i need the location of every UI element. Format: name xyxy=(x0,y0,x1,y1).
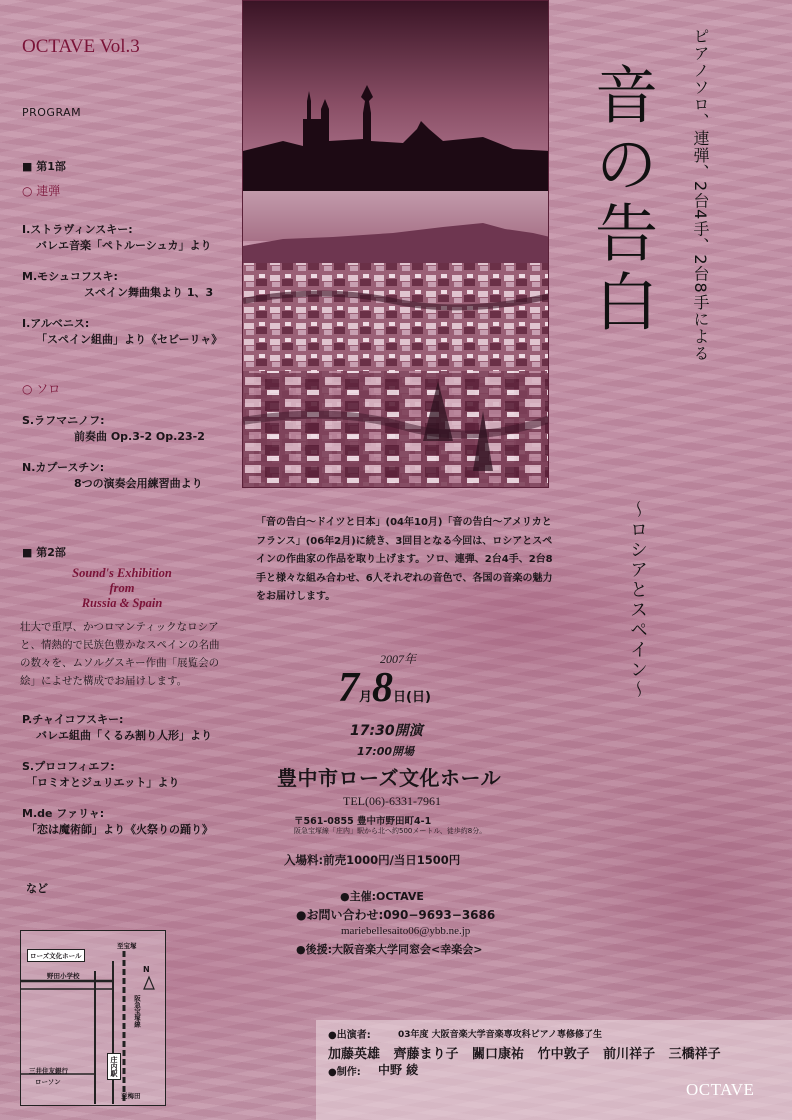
subtitle-vertical: ピアノソロ、連弾、2台4手、2台8手による xyxy=(691,28,710,362)
day-unit: 日 xyxy=(393,690,407,705)
program-item xyxy=(22,413,242,445)
contact-email: mariebellesaito06@ybb.ne.jp xyxy=(341,925,471,937)
city-photo-image xyxy=(243,1,549,488)
admission-fee: 入場料:前売1000円/当日1500円 xyxy=(284,853,461,867)
map-bank-label: 三井住友銀行 xyxy=(29,1067,68,1075)
program-item xyxy=(22,316,242,348)
venue-tel: TEL(06)-6331-7961 xyxy=(343,794,441,808)
piece: スペイン舞曲集より 1、3 xyxy=(84,286,214,299)
event-weekday: (日) xyxy=(406,690,431,705)
main-title: 音の告白 xyxy=(585,62,658,338)
map-school-label: 野田小学校 xyxy=(47,972,80,980)
piece: 「ロミオとジュリエット」より xyxy=(26,776,180,789)
production-label: ●制作: xyxy=(328,1067,361,1078)
program-item xyxy=(22,460,242,492)
intro-text: 「音の告白〜ドイツと日本」(04年10月)「音の告白〜アメリカとフランス」(06年2月)に続き、3回目となる今回は、ロシアとスペインの作曲家の作品を取り上げます。ソロ、連弾、2台4手、2台8手と様々な組み合わせ、6人それぞれの音色で、各国の音楽の魅力をお届けします。 xyxy=(256,517,553,602)
composer: S.ラフマニノフ: xyxy=(22,414,105,427)
map-hall-label: ローズ文化ホール xyxy=(27,949,85,962)
organizer: ●主催:OCTAVE xyxy=(340,890,424,903)
program-item xyxy=(22,759,252,791)
program-item xyxy=(22,222,242,254)
event-day: 8 xyxy=(372,665,394,711)
open-time: 17:00開場 xyxy=(357,745,415,758)
piece: 「スペイン組曲」より《セビーリャ》 xyxy=(36,333,223,346)
piece: バレエ音楽「ペトルーシュカ」より xyxy=(36,239,212,252)
venue-access: 阪急宝塚線「庄内」駅から北へ約500メートル、徒歩約8分。 xyxy=(294,827,487,835)
map-station-label: 庄内駅 xyxy=(107,1053,121,1080)
part2-description: 壮大で重厚、かつロマンティックなロシアと、情熱的で民族色豊かなスペインの名曲の数々を、ムソルグスキー作曲「展覧会の絵」によせた構成でお届けします。 xyxy=(20,621,220,687)
venue-address: 〒561-0855 豊中市野田町4-1 xyxy=(294,816,432,827)
map-line-label: 阪急宝塚線 xyxy=(133,995,141,1028)
event-month: 7 xyxy=(338,665,359,711)
event-series-title: OCTAVE Vol.3 xyxy=(22,36,140,57)
start-time: 17:30開演 xyxy=(350,723,423,739)
part1-heading: ■ 第1部 xyxy=(22,160,66,173)
program-item xyxy=(22,269,242,301)
theme-subtitle: 〜ロシアとスペイン〜 xyxy=(627,500,648,700)
part2-title-line: from xyxy=(109,581,135,595)
event-year: 2007年 xyxy=(380,652,417,666)
part2-title-line: Russia & Spain xyxy=(81,596,163,610)
map-north-label: N xyxy=(143,965,150,974)
map-convenience-label: ローソン xyxy=(35,1078,61,1086)
sponsor: ●後援:大阪音楽大学同窓会<幸楽会> xyxy=(296,943,483,956)
program-item xyxy=(22,712,252,744)
part2-title-line: Sound's Exhibition xyxy=(72,566,172,580)
footer-brand: OCTAVE xyxy=(686,1080,755,1099)
production-name: 中野 綾 xyxy=(378,1063,419,1077)
month-unit: 月 xyxy=(359,690,373,705)
piece: バレエ組曲「くるみ割り人形」より xyxy=(36,729,212,742)
composer: S.プロコフィエフ: xyxy=(22,760,115,773)
etc-label: など xyxy=(26,882,48,895)
program-label: PROGRAM xyxy=(22,106,82,119)
solo-label: ○ ソロ xyxy=(22,382,61,396)
performers-note: 03年度 大阪音楽大学音楽専攻科ピアノ専修修了生 xyxy=(398,1030,602,1040)
event-date xyxy=(338,664,431,712)
program-item xyxy=(22,806,252,838)
part2-title xyxy=(22,566,222,611)
inquiry-phone: ●お問い合わせ:090−9693−3686 xyxy=(296,908,496,922)
map-to-umeda: 至梅田 xyxy=(121,1092,141,1100)
piece: 8つの演奏会用練習曲より xyxy=(74,477,203,490)
composer: M.de ファリャ: xyxy=(22,807,105,820)
venue-name: 豊中市ローズ文化ホール xyxy=(277,766,502,790)
access-map xyxy=(20,930,166,1106)
composer: M.モシュコフスキ: xyxy=(22,270,118,283)
composer: I.アルベニス: xyxy=(22,317,90,330)
part2-list xyxy=(22,712,252,838)
solo-list xyxy=(22,413,242,492)
piece: 前奏曲 Op.3-2 Op.23-2 xyxy=(74,430,205,443)
composer: N.カプースチン: xyxy=(22,461,105,474)
part1-list xyxy=(22,222,242,348)
composer: P.チャイコフスキー: xyxy=(22,713,124,726)
piece: 「恋は魔術師」より《火祭りの踊り》 xyxy=(26,823,213,836)
performers-label: ●出演者: xyxy=(328,1030,371,1041)
composer: I.ストラヴィンスキー: xyxy=(22,223,133,236)
part2-heading: ■ 第2部 xyxy=(22,546,66,559)
performer-names: 加藤英雄 齊藤まり子 關口康祐 竹中敦子 前川祥子 三橋祥子 xyxy=(328,1047,721,1062)
map-to-takarazuka: 至宝塚 xyxy=(117,942,137,950)
city-photo xyxy=(242,0,549,488)
renda-label: ○ 連弾 xyxy=(22,184,61,198)
